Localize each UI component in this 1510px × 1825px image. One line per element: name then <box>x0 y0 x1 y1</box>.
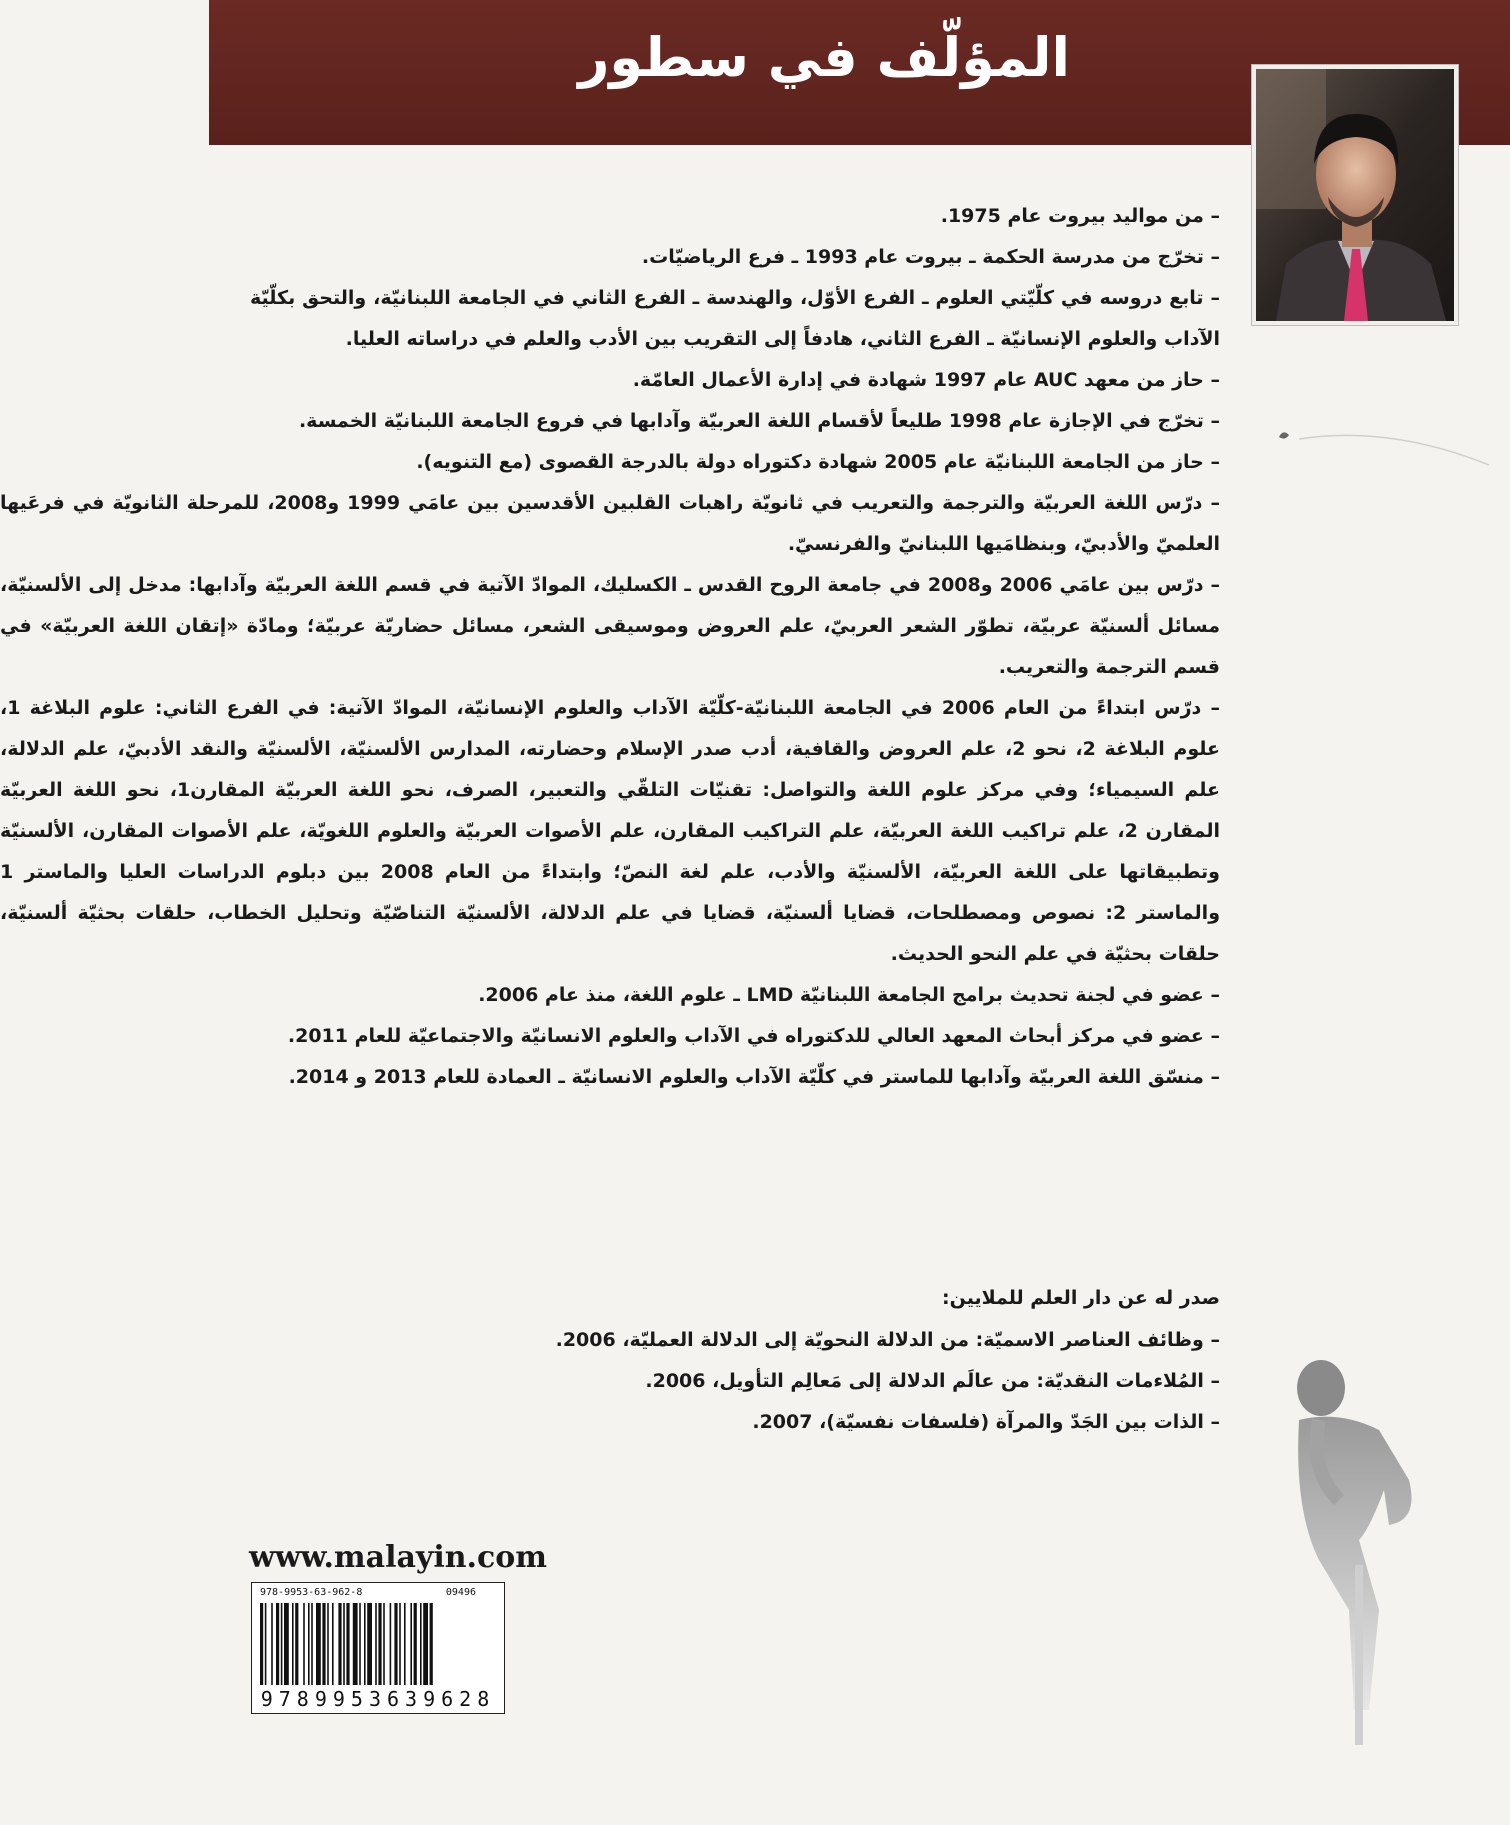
decorative-swirl-icon <box>1269 415 1499 475</box>
page-title: المؤلّف في سطور <box>578 26 1070 89</box>
bio-item-doctorate: – حاز من الجامعة اللبنانيّة عام 2005 شهادة دكتوراه دولة بالدرجة القصوى (مع التنويه). <box>0 442 1220 483</box>
bio-item-coordinator: – منسّق اللغة العربيّة وآدابها للماستر في كلّيّة الآداب والعلوم الانسانيّة ـ العمادة للعام 2013 و 2014. <box>0 1057 1220 1098</box>
publications-intro: صدر له عن دار العلم للملايين: <box>942 1287 1220 1309</box>
bio-item-license: – تخرّج في الإجازة عام 1998 طليعاً لأقسام اللغة العربيّة وآدابها في فروع الجامعة اللبنانيّة الخمسة. <box>0 401 1220 442</box>
publisher-website[interactable]: www.malayin.com <box>249 1540 548 1575</box>
bio-item-birth: – من مواليد بيروت عام 1975. <box>250 196 1220 237</box>
publication-item: – الذات بين الجَدّ والمرآة (فلسفات نفسيّة)، 2007. <box>250 1402 1220 1443</box>
bio-item-usek: – درّس بين عامَي 2006 و2008 في جامعة الروح القدس ـ الكسليك، الموادّ الآتية في قسم اللغة العربيّة وآدابها: مدخل إلى الألسنيّة، مسائل ألسنيّة عربيّة، تطوّر الشعر العربيّ، علم العروض وموسيقى الشعر، مسائل حضاريّة عربيّة؛ ومادّة «إتقان اللغة العربيّة» في قسم الترجمة والتعريب. <box>0 565 1220 688</box>
isbn-number: 978-9953-63-962-8 <box>260 1587 363 1598</box>
price-code: 09496 <box>445 1587 476 1598</box>
bio-item-lebanese-university: – درّس ابتداءً من العام 2006 في الجامعة اللبنانيّة-كلّيّة الآداب والعلوم الإنسانيّة، الموادّ الآتية: في الفرع الثاني: علوم البلاغة 1، علوم البلاغة 2، نحو 2، علم العروض والقافية، أدب صدر الإسلام وحضارته، المدارس الألسنيّة، الألسنيّة والنقد الأدبيّ، علم الدلالة، علم السيمياء؛ وفي مركز علوم اللغة والتواصل: تقنيّات التلقّي والتعبير، الصرف، نحو اللغة العربيّة المقارن1، نحو اللغة العربيّة المقارن 2، علم تراكيب اللغة العربيّة، علم التراكيب المقارن، علم الأصوات العربيّة والعلوم اللغويّة، علم الأصوات المقارن، الألسنيّة وتطبيقاتها على اللغة العربيّة، الألسنيّة والأدب، علم لغة النصّ؛ وابتداءً من العام 2008 بين دبلوم الدراسات العليا والماستر 1 والماستر 2: نصوص ومصطلحات، قضايا ألسنيّة، قضايا في علم الدلالة، الألسنيّة التناصّيّة وتحليل الخطاب، حلقات بحثيّة ألسنيّة، حلقات بحثيّة في علم النحو الحديث. <box>0 688 1220 975</box>
bio-item-school-teaching: – درّس اللغة العربيّة والترجمة والتعريب في ثانويّة راهبات القلبين الأقدسين بين عامَي 1999 و2008، للمرحلة الثانويّة في فرعَيها العلميّ والأدبيّ، وبنظامَيها اللبنانيّ والفرنسيّ. <box>0 483 1220 565</box>
author-bio-list <box>0 196 1220 1098</box>
author-photo <box>1252 65 1458 325</box>
bio-item-auc: – حاز من معهد AUC عام 1997 شهادة في إدارة الأعمال العامّة. <box>0 360 1220 401</box>
barcode-bars <box>258 1603 498 1685</box>
bio-item-lmd: – عضو في لجنة تحديث برامج الجامعة اللبنانيّة LMD ـ علوم اللغة، منذ عام 2006. <box>0 975 1220 1016</box>
barcode-digits: 9789953639628 <box>252 1687 504 1711</box>
publication-item: – المُلاءمات النقديّة: من عالَم الدلالة إلى مَعالِم التأويل، 2006. <box>250 1361 1220 1402</box>
publications-list <box>250 1320 1220 1443</box>
publication-item: – وظائف العناصر الاسميّة: من الدلالة النحويّة إلى الدلالة العمليّة، 2006. <box>250 1320 1220 1361</box>
thinker-silhouette-icon <box>1259 1350 1459 1750</box>
isbn-barcode <box>251 1582 505 1714</box>
bio-item-school: – تخرّج من مدرسة الحكمة ـ بيروت عام 1993 ـ فرع الرياضيّات. <box>250 237 1220 278</box>
bio-item-university: – تابع دروسه في كلّيّتي العلوم ـ الفرع الأوّل، والهندسة ـ الفرع الثاني في الجامعة اللبنانيّة، والتحق بكلّيّة الآداب والعلوم الإنسانيّة ـ الفرع الثاني، هادفاً إلى التقريب بين الأدب والعلم في دراساته العليا. <box>250 278 1220 360</box>
bio-item-research-center: – عضو في مركز أبحاث المعهد العالي للدكتوراه في الآداب والعلوم الانسانيّة والاجتماعيّة للعام 2011. <box>0 1016 1220 1057</box>
